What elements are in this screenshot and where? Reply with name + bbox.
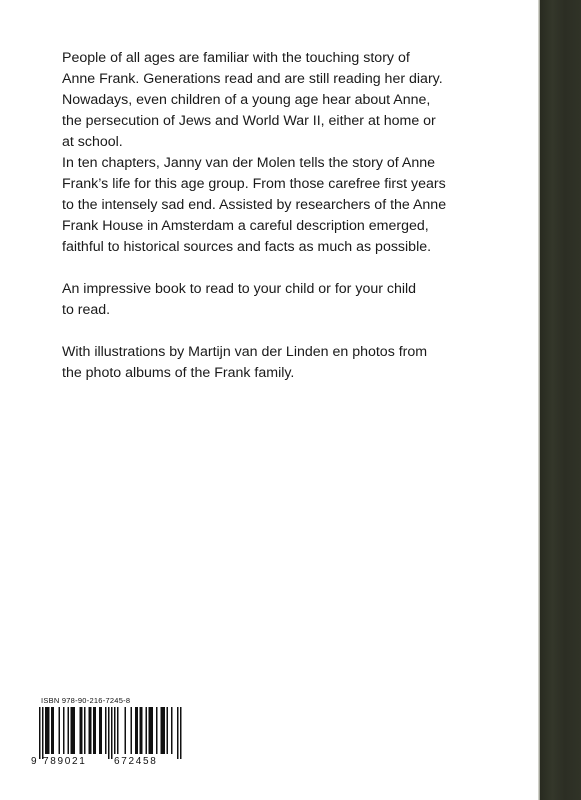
barcode-bar — [95, 707, 97, 754]
book-spine — [540, 0, 581, 800]
barcode-bar — [131, 707, 133, 754]
barcode-bar — [84, 707, 86, 754]
barcode-bar — [101, 707, 103, 754]
barcode-bar — [74, 707, 76, 754]
barcode-bar — [117, 707, 119, 754]
barcode-bar — [141, 707, 143, 754]
barcode-bar — [48, 707, 50, 754]
barcode-bar — [81, 707, 83, 754]
blurb-line: People of all ages are familiar with the touching story of — [62, 50, 410, 66]
blurb-line: In ten chapters, Janny van der Molen tells the story of Anne — [62, 155, 436, 171]
barcode-bar — [146, 707, 148, 754]
barcode-guard-bar — [39, 707, 41, 759]
barcode-bars — [30, 707, 188, 759]
barcode-bar — [72, 707, 74, 754]
barcode-bar — [162, 707, 164, 754]
blurb-line: With illustrations by Martijn van der Linden en photos from — [62, 344, 428, 360]
isbn-label: ISBN 978-90-216-7245-8 — [41, 696, 131, 705]
barcode-digits-right: 672458 — [114, 756, 158, 767]
barcode-bar — [150, 707, 152, 754]
barcode-bar — [152, 707, 154, 754]
barcode-guard-bar — [177, 707, 179, 759]
blurb-line: Frank House in Amsterdam a careful description emerged, — [62, 218, 429, 234]
barcode-bar — [63, 707, 65, 754]
blurb-line: to read. — [62, 302, 111, 318]
barcode-bar — [135, 707, 137, 754]
barcode-bar — [140, 707, 142, 754]
barcode-digits-left: 789021 — [43, 756, 87, 767]
blurb-line: to the intensely sad end. Assisted by researchers of the Anne — [62, 197, 447, 213]
blurb-line: the persecution of Jews and World War II, either at home or — [62, 113, 436, 129]
back-cover-blurb — [62, 48, 532, 384]
barcode-bar — [125, 707, 127, 754]
barcode-guard-bar — [42, 707, 44, 759]
barcode-bar — [137, 707, 139, 754]
blurb-line: An impressive book to read to your child or for your child — [62, 281, 417, 297]
barcode-bar — [68, 707, 70, 754]
barcode-bar — [80, 707, 82, 754]
barcode-bar — [99, 707, 101, 754]
barcode-bar — [53, 707, 55, 754]
barcode-bar — [93, 707, 95, 754]
barcode-bar — [51, 707, 53, 754]
barcode-bar — [90, 707, 92, 754]
blurb-line: the photo albums of the Frank family. — [62, 365, 295, 381]
paragraph-gap — [62, 258, 532, 279]
blurb-line: at school. — [62, 134, 123, 150]
barcode-bar — [89, 707, 91, 754]
barcode-bar — [164, 707, 166, 754]
barcode-bar — [47, 707, 49, 754]
blurb-line: faithful to historical sources and facts as much as possible. — [62, 239, 432, 255]
barcode-guard-bar — [111, 707, 113, 759]
barcode-guard-bar — [180, 707, 182, 759]
barcode-bar — [45, 707, 47, 754]
barcode-bar — [105, 707, 107, 754]
barcode-bar — [167, 707, 169, 754]
barcode-bar — [71, 707, 73, 754]
barcode-bar — [114, 707, 116, 754]
blurb-line: Frank’s life for this age group. From those carefree first years — [62, 176, 446, 192]
barcode-digit-first: 9 — [31, 756, 37, 767]
barcode-bar — [149, 707, 151, 754]
barcode-bar — [59, 707, 61, 754]
blurb-line: Nowadays, even children of a young age hear about Anne, — [62, 92, 431, 108]
barcode-bar — [161, 707, 163, 754]
barcode-bar — [156, 707, 158, 754]
barcode-bar — [171, 707, 173, 754]
paragraph-gap — [62, 321, 532, 342]
isbn-barcode — [30, 696, 190, 772]
blurb-line: Anne Frank. Generations read and are still reading her diary. — [62, 71, 443, 87]
barcode-guard-bar — [108, 707, 110, 759]
